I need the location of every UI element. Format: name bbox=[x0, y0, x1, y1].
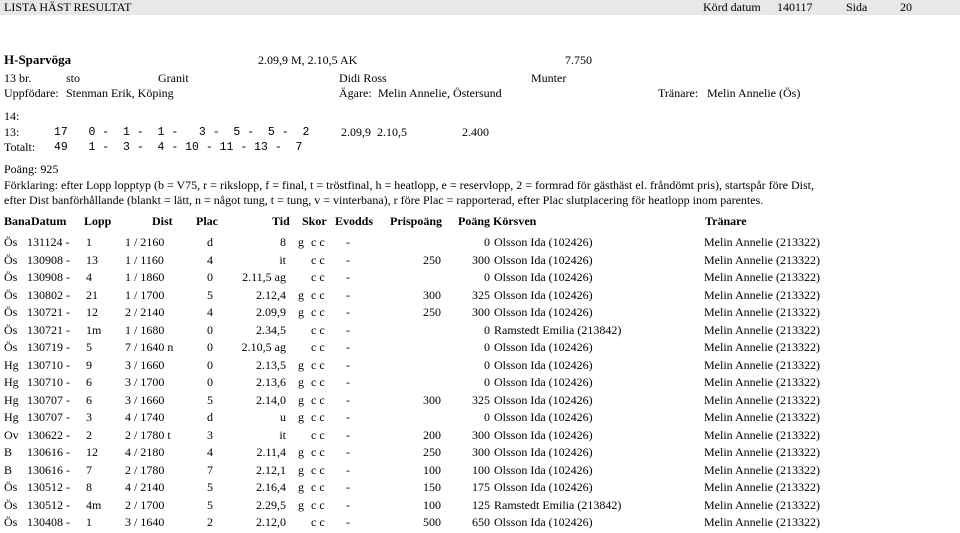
cell-poang: 650 bbox=[472, 515, 490, 529]
total-label: Totalt: bbox=[4, 140, 36, 154]
cell-plac: 7 bbox=[207, 462, 213, 477]
cell-evodds: - bbox=[346, 357, 350, 372]
run-date-value: 140117 bbox=[777, 0, 813, 14]
cell-evodds: - bbox=[346, 462, 350, 477]
cell-korsven: Olsson Ida (102426) bbox=[494, 357, 593, 372]
cell-tranare: Melin Annelie (213322) bbox=[704, 515, 820, 529]
cell-evodds: - bbox=[346, 410, 350, 424]
cell-datum: 130802 - bbox=[27, 287, 70, 302]
cell-bana: Ös bbox=[4, 252, 18, 267]
cell-dist: 2 / 2140 bbox=[125, 305, 165, 319]
cell-poang: 125 bbox=[472, 497, 490, 512]
table-row bbox=[0, 410, 960, 428]
cell-g: g bbox=[298, 287, 304, 302]
cell-skor: c c bbox=[311, 235, 325, 249]
cell-korsven: Ramstedt Emilia (213842) bbox=[494, 497, 622, 512]
cell-lopp: 5 bbox=[86, 340, 92, 354]
cell-plac: 0 bbox=[207, 375, 213, 389]
cell-g: g bbox=[298, 445, 304, 459]
cell-lopp: 9 bbox=[86, 357, 92, 372]
cell-korsven: Olsson Ida (102426) bbox=[494, 427, 593, 442]
cell-poang: 325 bbox=[472, 287, 490, 302]
col-tranare: Tränare bbox=[705, 214, 747, 228]
cell-korsven: Olsson Ida (102426) bbox=[494, 287, 593, 302]
cell-dist: 1 / 1700 bbox=[125, 287, 165, 302]
cell-g: g bbox=[298, 357, 304, 372]
cell-datum: 130721 - bbox=[27, 305, 70, 319]
cell-poang: 0 bbox=[484, 410, 490, 424]
cell-evodds: - bbox=[346, 515, 350, 529]
legend-line-1: Förklaring: efter Lopp lopptyp (b = V75, r = rikslopp, f = final, t = tröstfinal, h = heatlopp, e = reservlopp, 2 = formrad för gästhäst el. fråndömt pris), startspår före Dist, bbox=[4, 178, 814, 192]
cell-tranare: Melin Annelie (213322) bbox=[704, 480, 820, 494]
cell-poang: 0 bbox=[484, 375, 490, 389]
cell-tid: it bbox=[279, 252, 286, 267]
table-row bbox=[0, 480, 960, 498]
cell-tid: it bbox=[279, 427, 286, 442]
cell-skor: c c bbox=[311, 480, 325, 494]
run-date-label: Körd datum bbox=[703, 0, 761, 14]
cell-pris: 250 bbox=[423, 445, 441, 459]
col-prispoang: Prispoäng bbox=[390, 214, 443, 228]
table-row bbox=[0, 288, 960, 306]
cell-lopp: 12 bbox=[86, 305, 98, 319]
cell-g: g bbox=[298, 375, 304, 389]
cell-skor: c c bbox=[311, 340, 325, 354]
horse-damsire2: Munter bbox=[531, 71, 567, 85]
cell-skor: c c bbox=[311, 322, 325, 337]
cell-dist: 1 / 1160 bbox=[125, 252, 164, 267]
cell-bana: Ös bbox=[4, 340, 18, 354]
cell-pris: 300 bbox=[423, 287, 441, 302]
cell-dist: 3 / 1660 bbox=[125, 392, 165, 407]
cell-evodds: - bbox=[346, 392, 350, 407]
cell-tid: 2.09,9 bbox=[256, 305, 286, 319]
cell-skor: c c bbox=[311, 375, 325, 389]
table-row bbox=[0, 428, 960, 446]
cell-evodds: - bbox=[346, 287, 350, 302]
cell-datum: 131124 - bbox=[27, 235, 70, 249]
horse-sire: Granit bbox=[158, 71, 189, 85]
cell-bana: Ös bbox=[4, 235, 18, 249]
cell-g: g bbox=[298, 305, 304, 319]
cell-tid: 2.12,0 bbox=[256, 515, 286, 529]
col-bana: Bana bbox=[4, 214, 31, 228]
cell-bana: Ov bbox=[4, 427, 19, 442]
cell-lopp: 8 bbox=[86, 480, 92, 494]
year13-values: 17 0 - 1 - 1 - 3 - 5 - 5 - 2 bbox=[54, 126, 310, 139]
page-label: Sida bbox=[846, 0, 868, 14]
cell-tranare: Melin Annelie (213322) bbox=[704, 252, 820, 267]
breeder: Stenman Erik, Köping bbox=[66, 86, 174, 100]
cell-datum: 130408 - bbox=[27, 515, 70, 529]
cell-plac: 4 bbox=[207, 252, 213, 267]
horse-dam-sire: Didi Ross bbox=[339, 71, 387, 85]
cell-poang: 175 bbox=[472, 480, 490, 494]
cell-evodds: - bbox=[346, 305, 350, 319]
cell-korsven: Olsson Ida (102426) bbox=[494, 235, 593, 249]
cell-skor: c c bbox=[311, 410, 325, 424]
cell-lopp: 6 bbox=[86, 375, 92, 389]
cell-skor: c c bbox=[311, 515, 325, 529]
cell-bana: Hg bbox=[4, 375, 19, 389]
cell-tid: 2.34,5 bbox=[256, 322, 286, 337]
cell-bana: B bbox=[4, 445, 13, 459]
cell-lopp: 1 bbox=[86, 515, 92, 529]
cell-dist: 2 / 1700 bbox=[125, 497, 165, 512]
cell-poang: 0 bbox=[484, 235, 490, 249]
breeder-label: Uppfödare: bbox=[4, 86, 59, 100]
cell-tid: 2.11,4 bbox=[256, 445, 286, 459]
cell-korsven: Olsson Ida (102426) bbox=[494, 375, 593, 389]
cell-skor: c c bbox=[311, 445, 325, 459]
cell-tranare: Melin Annelie (213322) bbox=[704, 497, 820, 512]
table-row bbox=[0, 515, 960, 533]
year14-label: 14: bbox=[4, 109, 20, 123]
cell-poang: 300 bbox=[472, 445, 490, 459]
cell-korsven: Olsson Ida (102426) bbox=[494, 270, 593, 284]
cell-plac: 0 bbox=[207, 340, 213, 354]
cell-datum: 130616 - bbox=[27, 462, 70, 477]
cell-tid: 2.16,4 bbox=[256, 480, 286, 494]
cell-dist: 3 / 1660 bbox=[125, 357, 165, 372]
report-header bbox=[0, 0, 960, 15]
cell-datum: 130707 - bbox=[27, 410, 70, 424]
cell-tid: 2.10,5 ag bbox=[241, 340, 286, 354]
cell-tranare: Melin Annelie (213322) bbox=[704, 427, 820, 442]
cell-lopp: 4 bbox=[86, 270, 92, 284]
cell-lopp: 2 bbox=[86, 427, 92, 442]
cell-korsven: Ramstedt Emilia (213842) bbox=[494, 322, 622, 337]
cell-poang: 0 bbox=[484, 322, 490, 337]
cell-dist: 2 / 1780 bbox=[125, 462, 165, 477]
cell-dist: 2 / 1780 t bbox=[125, 427, 171, 442]
cell-bana: Hg bbox=[4, 392, 19, 407]
cell-datum: 130721 - bbox=[27, 322, 70, 337]
year13-label: 13: bbox=[4, 125, 20, 139]
col-evodds: Evodds bbox=[335, 214, 374, 228]
cell-g: g bbox=[298, 462, 304, 477]
cell-skor: c c bbox=[311, 462, 325, 477]
cell-g: g bbox=[298, 480, 304, 494]
horse-sex: sto bbox=[66, 71, 81, 85]
cell-evodds: - bbox=[346, 445, 350, 459]
table-row bbox=[0, 270, 960, 288]
cell-datum: 130710 - bbox=[27, 357, 70, 372]
cell-dist: 3 / 1640 bbox=[125, 515, 165, 529]
cell-tranare: Melin Annelie (213322) bbox=[704, 357, 820, 372]
cell-lopp: 3 bbox=[86, 410, 92, 424]
table-row bbox=[0, 253, 960, 271]
horse-earnings: 7.750 bbox=[565, 53, 592, 67]
cell-bana: Hg bbox=[4, 357, 19, 372]
cell-pris: 500 bbox=[423, 515, 441, 529]
cell-tid: 8 bbox=[280, 235, 286, 249]
table-row bbox=[0, 323, 960, 341]
cell-bana: Ös bbox=[4, 287, 18, 302]
col-lopp: Lopp bbox=[84, 214, 112, 228]
cell-evodds: - bbox=[346, 252, 350, 267]
cell-tid: 2.14,0 bbox=[256, 392, 286, 407]
cell-g: g bbox=[298, 497, 304, 512]
cell-poang: 0 bbox=[484, 270, 490, 284]
owner: Melin Annelie, Östersund bbox=[378, 86, 502, 100]
cell-pris: 250 bbox=[423, 252, 441, 267]
cell-korsven: Olsson Ida (102426) bbox=[494, 252, 593, 267]
cell-lopp: 4m bbox=[86, 497, 102, 512]
cell-dist: 1 / 2160 bbox=[125, 235, 165, 249]
cell-tranare: Melin Annelie (213322) bbox=[704, 392, 820, 407]
cell-pris: 200 bbox=[423, 427, 441, 442]
col-dist: Dist bbox=[152, 214, 173, 228]
cell-korsven: Olsson Ida (102426) bbox=[494, 515, 593, 529]
cell-dist: 4 / 2140 bbox=[125, 480, 165, 494]
cell-bana: Ös bbox=[4, 497, 18, 512]
cell-evodds: - bbox=[346, 322, 350, 337]
cell-bana: Ös bbox=[4, 270, 18, 284]
cell-pris: 100 bbox=[423, 497, 441, 512]
cell-pris: 300 bbox=[423, 392, 441, 407]
cell-lopp: 21 bbox=[86, 287, 98, 302]
cell-pris: 150 bbox=[423, 480, 441, 494]
cell-evodds: - bbox=[346, 497, 350, 512]
cell-korsven: Olsson Ida (102426) bbox=[494, 445, 593, 459]
cell-korsven: Olsson Ida (102426) bbox=[494, 305, 593, 319]
cell-plac: 2 bbox=[207, 515, 213, 529]
table-row bbox=[0, 463, 960, 481]
cell-skor: c c bbox=[311, 287, 325, 302]
cell-dist: 3 / 1700 bbox=[125, 375, 165, 389]
cell-evodds: - bbox=[346, 235, 350, 249]
cell-bana: Ös bbox=[4, 322, 18, 337]
cell-poang: 300 bbox=[472, 305, 490, 319]
cell-tranare: Melin Annelie (213322) bbox=[704, 322, 820, 337]
cell-datum: 130512 - bbox=[27, 480, 70, 494]
cell-tranare: Melin Annelie (213322) bbox=[704, 462, 820, 477]
cell-skor: c c bbox=[311, 270, 325, 284]
cell-korsven: Olsson Ida (102426) bbox=[494, 340, 593, 354]
cell-skor: c c bbox=[311, 392, 325, 407]
cell-lopp: 12 bbox=[86, 445, 98, 459]
cell-plac: 5 bbox=[207, 287, 213, 302]
cell-plac: 5 bbox=[207, 497, 213, 512]
cell-skor: c c bbox=[311, 252, 325, 267]
cell-evodds: - bbox=[346, 375, 350, 389]
col-tid: Tid bbox=[272, 214, 290, 228]
cell-evodds: - bbox=[346, 427, 350, 442]
cell-datum: 130616 - bbox=[27, 445, 70, 459]
points: Poäng: 925 bbox=[4, 162, 59, 176]
cell-skor: c c bbox=[311, 305, 325, 319]
cell-pris: 250 bbox=[423, 305, 441, 319]
table-row bbox=[0, 358, 960, 376]
table-row bbox=[0, 340, 960, 358]
year13-money: 2.400 bbox=[462, 125, 489, 139]
horse-records: 2.09,9 M, 2.10,5 AK bbox=[258, 53, 358, 67]
legend-line-2: efter Dist banförhållande (blankt = lätt, n = något tung, t = tung, v = vinterbana), r före Plac = rapporterad, efter Plac slutplacering för heatlopp inom parentes. bbox=[4, 193, 764, 207]
cell-bana: Ös bbox=[4, 305, 18, 319]
cell-evodds: - bbox=[346, 480, 350, 494]
cell-plac: 0 bbox=[207, 357, 213, 372]
cell-g: g bbox=[298, 410, 304, 424]
table-row bbox=[0, 235, 960, 253]
cell-plac: d bbox=[207, 410, 213, 424]
cell-tranare: Melin Annelie (213322) bbox=[704, 410, 820, 424]
year13-times: 2.09,9 2.10,5 bbox=[341, 125, 407, 139]
table-header bbox=[0, 214, 960, 232]
cell-datum: 130707 - bbox=[27, 392, 70, 407]
report-title: LISTA HÄST RESULTAT bbox=[4, 0, 132, 14]
cell-tid: 2.12,4 bbox=[256, 287, 286, 302]
cell-poang: 300 bbox=[472, 427, 490, 442]
cell-datum: 130908 - bbox=[27, 270, 70, 284]
cell-poang: 325 bbox=[472, 392, 490, 407]
cell-tid: 2.11,5 ag bbox=[242, 270, 286, 284]
cell-evodds: - bbox=[346, 340, 350, 354]
cell-plac: 3 bbox=[207, 427, 213, 442]
cell-plac: 5 bbox=[207, 392, 213, 407]
cell-datum: 130908 - bbox=[27, 252, 70, 267]
cell-tid: u bbox=[280, 410, 286, 424]
cell-plac: 4 bbox=[207, 445, 213, 459]
cell-tranare: Melin Annelie (213322) bbox=[704, 305, 820, 319]
cell-lopp: 1 bbox=[86, 235, 92, 249]
cell-tid: 2.13,5 bbox=[256, 357, 286, 372]
cell-lopp: 6 bbox=[86, 392, 92, 407]
cell-datum: 130512 - bbox=[27, 497, 70, 512]
cell-bana: Hg bbox=[4, 410, 19, 424]
cell-bana: Ös bbox=[4, 515, 18, 529]
cell-g: g bbox=[298, 392, 304, 407]
cell-poang: 0 bbox=[484, 340, 490, 354]
cell-tid: 2.29,5 bbox=[256, 497, 286, 512]
cell-bana: Ös bbox=[4, 480, 18, 494]
cell-datum: 130622 - bbox=[27, 427, 70, 442]
cell-tranare: Melin Annelie (213322) bbox=[704, 287, 820, 302]
cell-bana: B bbox=[4, 462, 13, 477]
horse-age: 13 br. bbox=[4, 71, 32, 85]
col-poang: Poäng bbox=[458, 214, 491, 228]
page-number: 20 bbox=[900, 0, 912, 14]
cell-datum: 130710 - bbox=[27, 375, 70, 389]
table-row bbox=[0, 393, 960, 411]
cell-plac: 4 bbox=[207, 305, 213, 319]
total-values: 49 1 - 3 - 4 - 10 - 11 - 13 - 7 bbox=[54, 141, 303, 154]
cell-dist: 7 / 1640 n bbox=[125, 340, 174, 354]
cell-tid: 2.12,1 bbox=[256, 462, 286, 477]
cell-lopp: 13 bbox=[86, 252, 98, 267]
cell-tranare: Melin Annelie (213322) bbox=[704, 375, 820, 389]
col-skor: Skor bbox=[302, 214, 327, 228]
table-row bbox=[0, 375, 960, 393]
cell-tranare: Melin Annelie (213322) bbox=[704, 445, 820, 459]
col-korsven: Körsven bbox=[493, 214, 537, 228]
trainer-label: Tränare: bbox=[658, 86, 699, 100]
cell-skor: c c bbox=[311, 357, 325, 372]
cell-dist: 1 / 1860 bbox=[125, 270, 165, 284]
cell-lopp: 1m bbox=[86, 322, 102, 337]
cell-korsven: Olsson Ida (102426) bbox=[494, 462, 593, 477]
col-plac: Plac bbox=[196, 214, 218, 228]
col-datum: Datum bbox=[31, 214, 67, 228]
cell-dist: 4 / 2180 bbox=[125, 445, 165, 459]
cell-skor: c c bbox=[311, 497, 325, 512]
cell-korsven: Olsson Ida (102426) bbox=[494, 410, 593, 424]
cell-dist: 1 / 1680 bbox=[125, 322, 165, 337]
trainer: Melin Annelie (Ös) bbox=[707, 86, 801, 100]
cell-poang: 100 bbox=[472, 462, 490, 477]
cell-korsven: Olsson Ida (102426) bbox=[494, 392, 593, 407]
cell-plac: 0 bbox=[207, 322, 213, 337]
cell-korsven: Olsson Ida (102426) bbox=[494, 480, 593, 494]
table-row bbox=[0, 305, 960, 323]
horse-name: H-Sparvöga bbox=[4, 52, 72, 67]
cell-tid: 2.13,6 bbox=[256, 375, 286, 389]
cell-skor: c c bbox=[311, 427, 325, 442]
cell-evodds: - bbox=[346, 270, 350, 284]
cell-datum: 130719 - bbox=[27, 340, 70, 354]
cell-g: g bbox=[298, 235, 304, 249]
cell-plac: d bbox=[207, 235, 213, 249]
owner-label: Ägare: bbox=[339, 86, 372, 100]
cell-lopp: 7 bbox=[86, 462, 92, 477]
cell-pris: 100 bbox=[423, 462, 441, 477]
cell-plac: 0 bbox=[207, 270, 213, 284]
cell-poang: 0 bbox=[484, 357, 490, 372]
cell-tranare: Melin Annelie (213322) bbox=[704, 340, 820, 354]
cell-plac: 5 bbox=[207, 480, 213, 494]
table-row bbox=[0, 498, 960, 516]
cell-tranare: Melin Annelie (213322) bbox=[704, 270, 820, 284]
table-row bbox=[0, 445, 960, 463]
cell-poang: 300 bbox=[472, 252, 490, 267]
cell-tranare: Melin Annelie (213322) bbox=[704, 235, 820, 249]
cell-dist: 4 / 1740 bbox=[125, 410, 165, 424]
